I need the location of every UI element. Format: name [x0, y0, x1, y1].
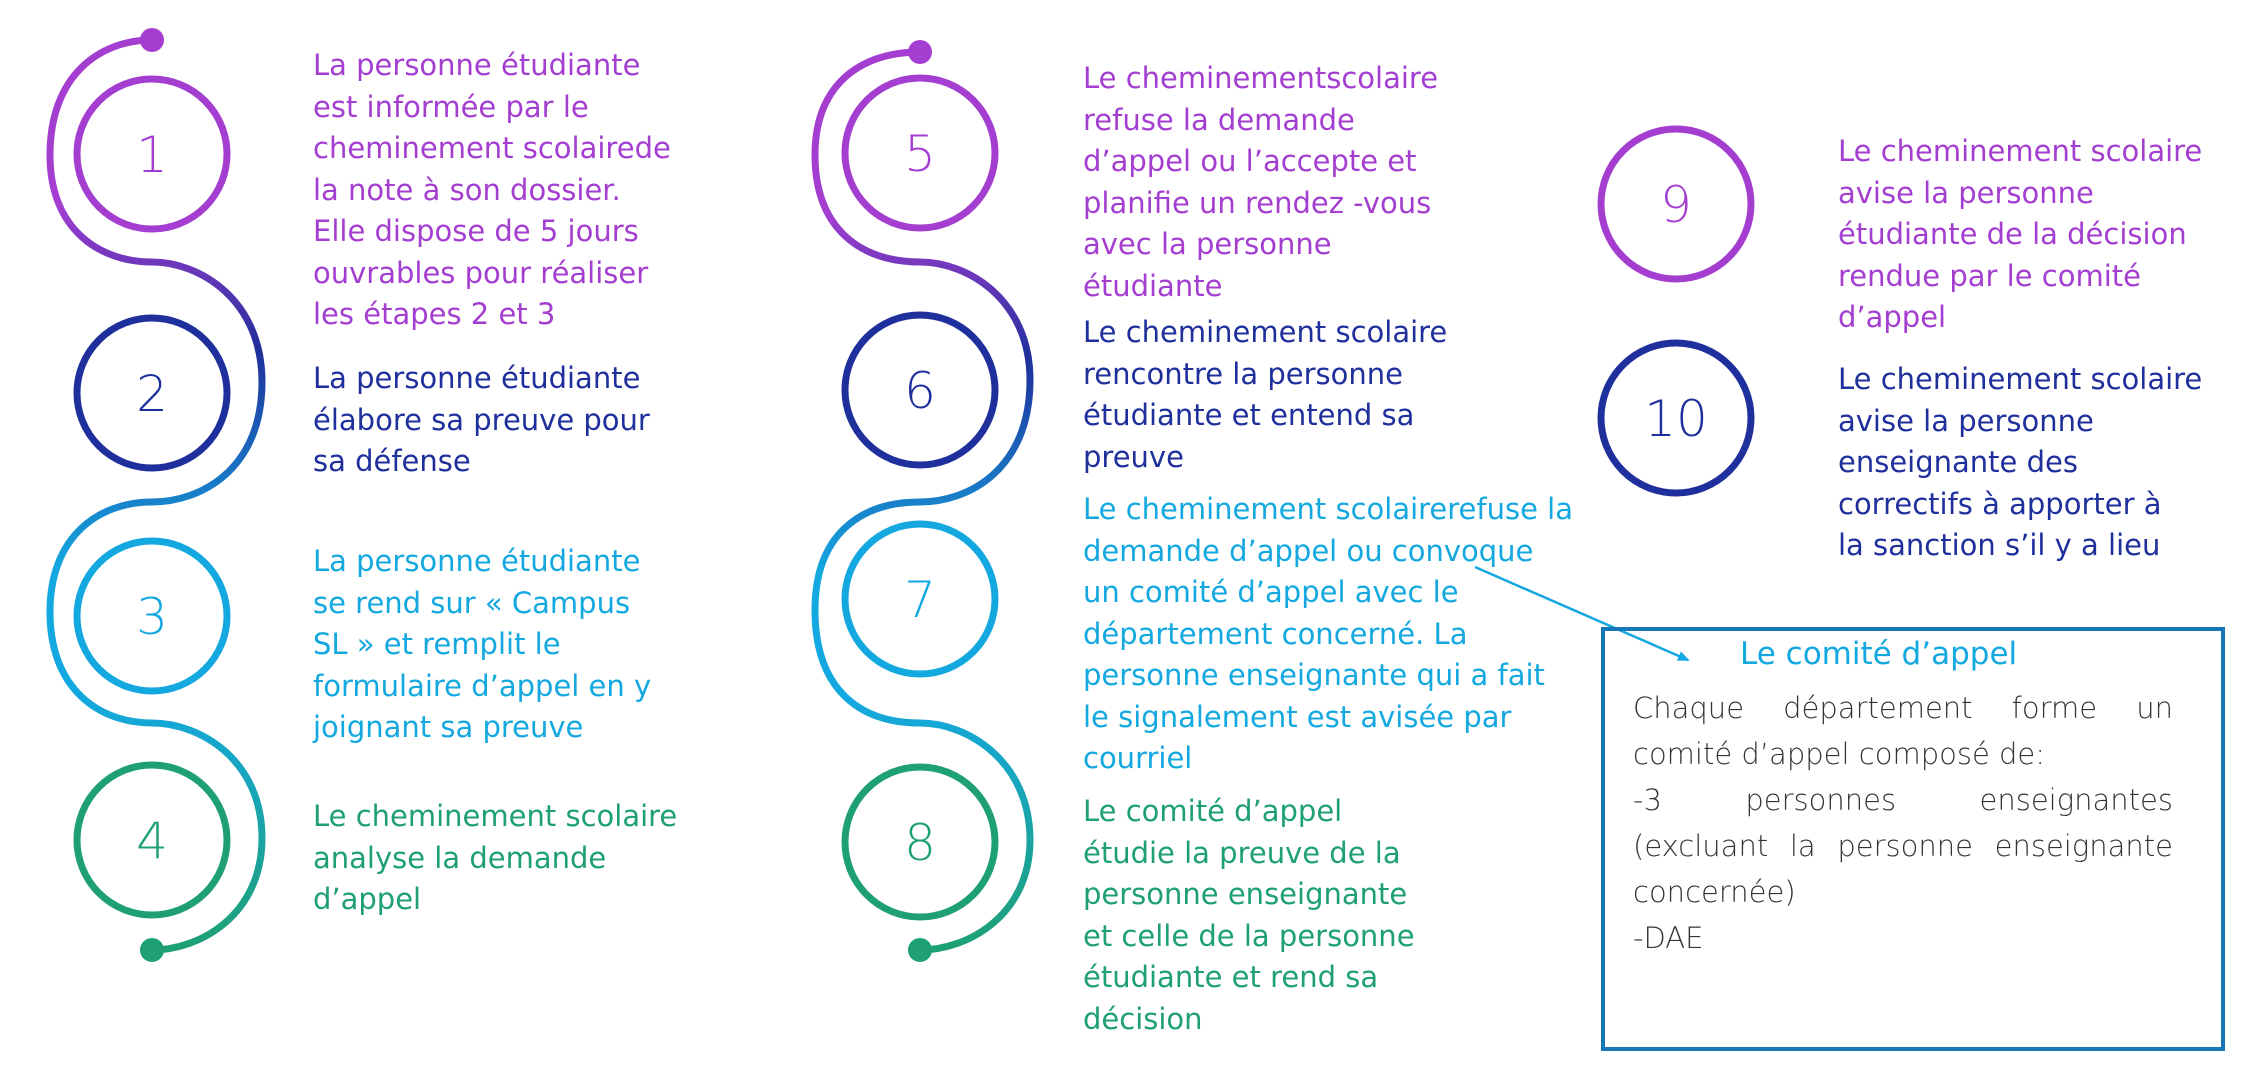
step-7-badge — [845, 524, 995, 674]
step-5-number: 5 — [904, 125, 936, 183]
step-9-number: 9 — [1660, 176, 1692, 234]
middle-timeline-start-dot — [908, 40, 932, 64]
step-10-number: 10 — [1644, 390, 1708, 448]
comite-line: (excluant la personne enseignante — [1633, 829, 2173, 863]
step-4-number: 4 — [136, 812, 168, 870]
step-2-badge — [77, 318, 227, 468]
step-4-text: Le cheminement scolaire analyse la demande d’appel — [313, 799, 678, 916]
comite-title: Le comité d’appel — [1740, 636, 2018, 672]
comite-line: comité d’appel composé de: — [1633, 737, 2046, 771]
step-3-number: 3 — [136, 588, 168, 646]
left-timeline-start-dot — [140, 28, 164, 52]
step-9-text: Le cheminement scolaire avise la personne étudiante de la décision rendue par le comité d’appel — [1838, 134, 2203, 334]
step-5-text: Le cheminementscolaire refuse la demande d’appel ou l’accepte et planifie un rendez -vous avec la personne étudiante — [1083, 61, 1439, 303]
step-4-badge — [77, 765, 227, 915]
comite-line: concernée) — [1633, 875, 1796, 909]
step-5-badge — [845, 78, 995, 228]
step-2-text: La personne étudiante élabore sa preuve pour sa défense — [313, 361, 650, 478]
step-9-badge — [1601, 129, 1751, 279]
step-8-number: 8 — [904, 814, 936, 872]
step-1-badge — [77, 79, 227, 229]
step-1-number: 1 — [136, 126, 168, 184]
step-2-number: 2 — [136, 365, 168, 423]
left-timeline-end-dot — [140, 938, 164, 962]
step-8-badge — [845, 767, 995, 917]
step-6-badge — [845, 315, 995, 465]
step-6-number: 6 — [904, 362, 936, 420]
step-6-text: Le cheminement scolaire rencontre la personne étudiante et entend sa preuve — [1083, 315, 1448, 474]
step-3-text: La personne étudiante se rend sur « Campus SL » et remplit le formulaire d’appel en y joignant sa preuve — [313, 544, 652, 744]
comite-line: -3 personnes enseignantes — [1633, 783, 2173, 817]
step-10-badge — [1601, 343, 1751, 493]
step-10-text: Le cheminement scolaire avise la personne enseignante des correctifs à apporter à la sanction s’il y a lieu — [1838, 362, 2203, 562]
comite-description — [1633, 685, 2173, 961]
step-7-text: Le cheminement scolairerefuse la demande d’appel ou convoque un comité d’appel avec le département concerné. La personne enseignante qui a fait le signalement est avisée par courriel — [1083, 492, 1573, 775]
step-8-text: Le comité d’appel étudie la preuve de la personne enseignante et celle de la personne étudiante et rend sa décision — [1083, 794, 1415, 1036]
comite-line: Chaque département forme un — [1633, 691, 2173, 725]
step-7-number: 7 — [904, 571, 936, 629]
step-1-text: La personne étudiante est informée par le cheminement scolairede la note à son dossier. Elle dispose de 5 jours ouvrables pour réaliser les étapes 2 et 3 — [313, 48, 671, 331]
step-3-badge — [77, 541, 227, 691]
middle-timeline-end-dot — [908, 938, 932, 962]
comite-line: -DAE — [1633, 921, 1704, 955]
